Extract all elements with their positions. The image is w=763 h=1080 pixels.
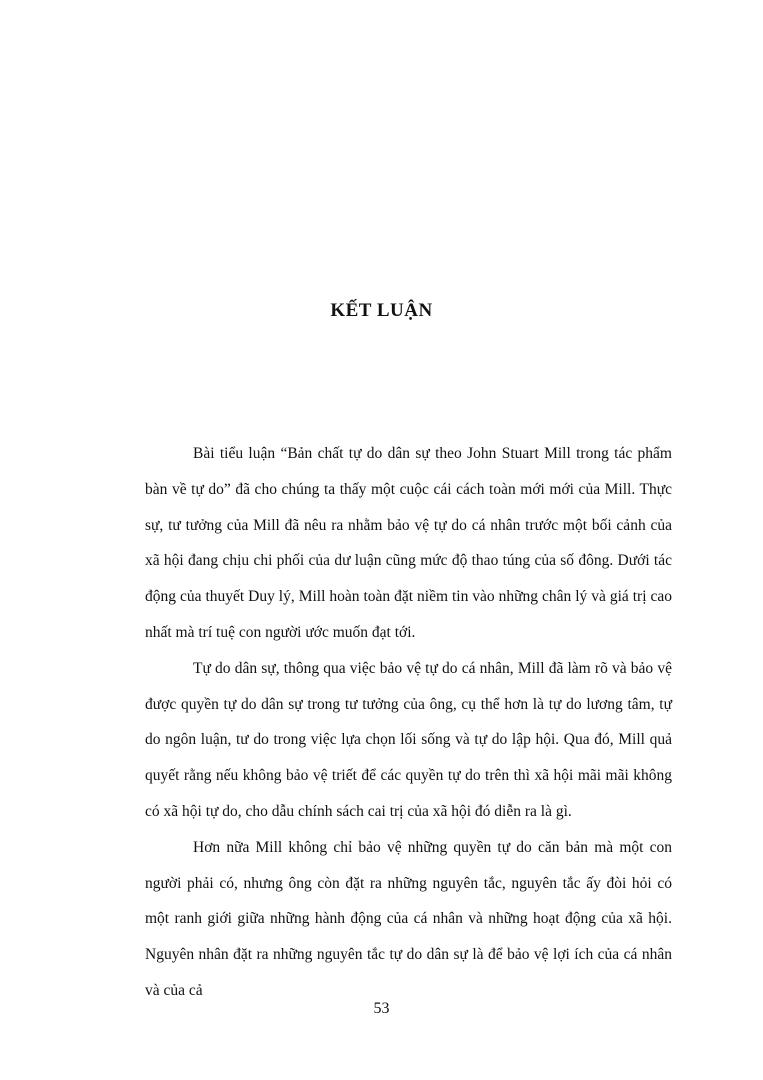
body-text bbox=[145, 436, 672, 1009]
paragraph-1: Bài tiểu luận “Bản chất tự do dân sự theo John Stuart Mill trong tác phẩm bàn về tự do” đã cho chúng ta thấy một cuộc cái cách toàn mới mới của Mill. Thực sự, tư tưởng của Mill đã nêu ra nhằm bảo vệ tự do cá nhân trước một bối cảnh của xã hội đang chịu chi phối của dư luận cũng mức độ thao túng của số đông. Dưới tác động của thuyết Duy lý, Mill hoàn toàn đặt niềm tin vào những chân lý và giá trị cao nhất mà trí tuệ con người ước muốn đạt tới. bbox=[145, 445, 672, 641]
page-number: 53 bbox=[373, 1000, 390, 1017]
paragraph-3: Hơn nữa Mill không chỉ bảo vệ những quyền tự do căn bản mà một con người phải có, nhưng ông còn đặt ra những nguyên tắc, nguyên tắc ấy đòi hỏi có một ranh giới giữa những hành động của cá nhân và những hoạt động của xã hội. Nguyên nhân đặt ra những nguyên tắc tự do dân sự là để bảo vệ lợi ích của cá nhân và của cả bbox=[145, 838, 672, 999]
chapter-title: KẾT LUẬN bbox=[330, 300, 433, 321]
paragraph-2: Tự do dân sự, thông qua việc bảo vệ tự do cá nhân, Mill đã làm rõ và bảo vệ được quyền tự do dân sự trong tư tưởng của ông, cụ thể hơn là tự do lương tâm, tự do ngôn luận, tư do trong việc lựa chọn lối sống và tự do lập hội. Qua đó, Mill quả quyết rằng nếu không bảo vệ triết để các quyền tự do trên thì xã hội mãi mãi không có xã hội tự do, cho dẫu chính sách cai trị của xã hội đó diễn ra là gì. bbox=[145, 659, 672, 820]
